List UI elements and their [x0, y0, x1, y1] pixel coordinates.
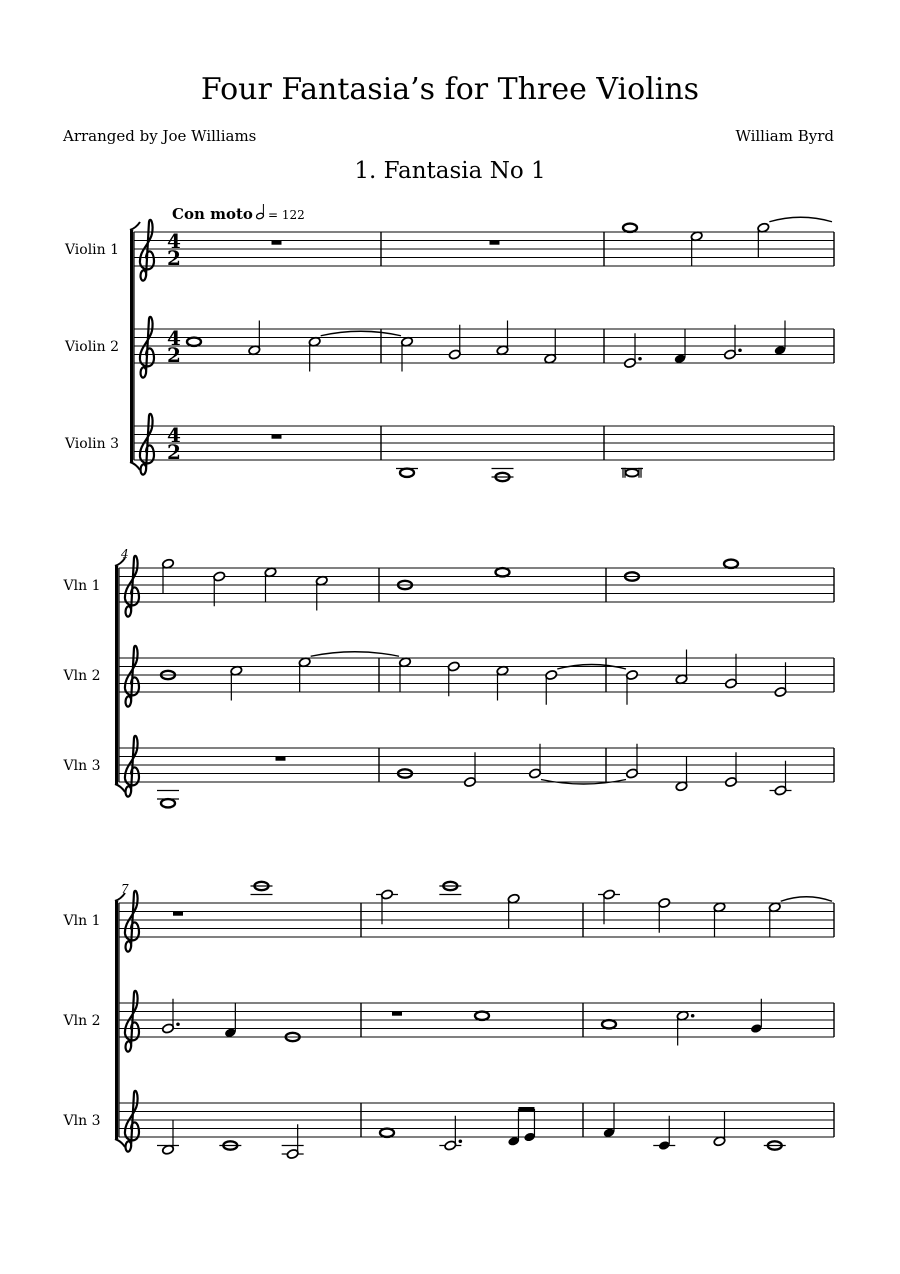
- staff-label: Vln 3: [63, 758, 101, 774]
- staff-label: Violin 1: [64, 242, 120, 258]
- time-signature-top: 4: [167, 423, 181, 447]
- staff-label: Vln 2: [63, 1013, 101, 1029]
- tempo-marking: Con moto: [172, 205, 253, 223]
- note-dot: [691, 1014, 695, 1018]
- piece-title: 1. Fantasia No 1: [354, 158, 546, 184]
- system-bracket: [115, 566, 118, 784]
- composer-credit: William Byrd: [735, 127, 834, 145]
- time-signature-top: 4: [167, 229, 181, 253]
- tie: [781, 897, 832, 902]
- treble-clef-icon: [125, 736, 139, 797]
- treble-clef-icon: [125, 1091, 139, 1152]
- staff-label: Vln 1: [63, 578, 101, 594]
- note-head: [626, 469, 639, 477]
- measure-number: 7: [121, 882, 129, 896]
- bracket-hook: [130, 222, 140, 230]
- note-head: [475, 1012, 489, 1020]
- staff-label: Vln 2: [63, 668, 101, 684]
- note-head: [623, 224, 637, 232]
- staff-label: Violin 3: [64, 436, 120, 452]
- note-dot: [176, 1022, 180, 1026]
- staff-label: Vln 3: [63, 1113, 101, 1129]
- tie: [311, 652, 399, 657]
- note-head: [161, 799, 175, 807]
- score-title: Four Fantasia’s for Three Violins: [200, 72, 700, 107]
- bracket-hook: [115, 1139, 125, 1147]
- arranger-credit: Arranged by Joe Williams: [63, 127, 257, 145]
- system-bracket: [130, 230, 133, 462]
- note-head: [602, 1020, 616, 1028]
- staff-label: Vln 1: [63, 913, 101, 929]
- measure-number: 4: [121, 547, 129, 561]
- note-head: [380, 1129, 394, 1137]
- score-system: [64, 204, 834, 481]
- score-system: [63, 547, 834, 807]
- whole-rest: [276, 757, 286, 761]
- time-signature-bottom: 2: [167, 343, 181, 367]
- time-signature-bottom: 2: [167, 440, 181, 464]
- time-signature-top: 4: [167, 326, 181, 350]
- treble-clef-icon: [125, 891, 139, 952]
- note-dot: [638, 357, 642, 361]
- whole-rest: [272, 435, 282, 439]
- treble-clef-icon: [125, 556, 139, 617]
- score-system: [63, 882, 834, 1160]
- note-dot: [738, 348, 742, 352]
- whole-rest: [392, 1012, 402, 1016]
- bracket-hook: [115, 784, 125, 792]
- whole-rest: [490, 241, 500, 245]
- note-head: [496, 568, 510, 576]
- staff-label: Violin 2: [64, 339, 120, 355]
- note-head: [187, 338, 201, 346]
- treble-clef-icon: [140, 414, 154, 475]
- system-bracket: [115, 901, 118, 1139]
- tempo-value: = 122: [268, 208, 305, 222]
- treble-clef-icon: [125, 646, 139, 707]
- whole-rest: [173, 912, 183, 916]
- note-dot: [459, 1139, 463, 1143]
- tie: [321, 331, 401, 336]
- tie: [769, 217, 832, 222]
- treble-clef-icon: [140, 317, 154, 378]
- time-signature-bottom: 2: [167, 246, 181, 270]
- whole-rest: [272, 241, 282, 245]
- bracket-hook: [130, 462, 140, 470]
- treble-clef-icon: [140, 220, 154, 281]
- treble-clef-icon: [125, 991, 139, 1052]
- note-head: [400, 469, 414, 477]
- note-head: [724, 560, 738, 568]
